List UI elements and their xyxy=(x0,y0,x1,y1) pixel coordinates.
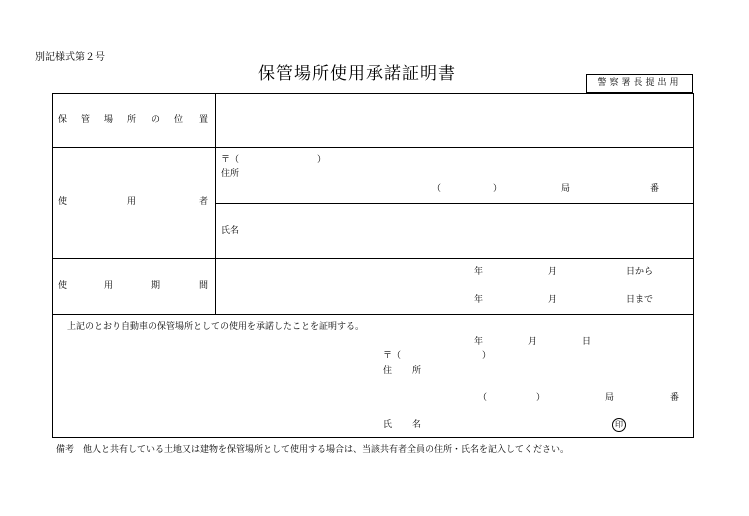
period-to-day: 日まで xyxy=(626,295,654,305)
label-char: 位 xyxy=(174,115,184,125)
label-char: 者 xyxy=(199,197,209,207)
submit-to-box: 警察署長提出用 xyxy=(586,74,693,93)
user-phone-exchange: 局 xyxy=(561,184,571,194)
user-phone-close: ） xyxy=(493,184,503,194)
cert-phone-close: ） xyxy=(536,393,546,403)
user-phone-open: （ xyxy=(432,184,442,194)
cert-postal-close: ） xyxy=(482,351,492,361)
cert-phone-exchange: 局 xyxy=(605,393,615,403)
user-address-label: 住所 xyxy=(221,169,240,179)
label-char: 期 xyxy=(151,281,161,291)
user-address-input[interactable] xyxy=(260,152,690,198)
period-from-year: 年 xyxy=(474,267,484,277)
user-postal-label: 〒（ xyxy=(221,155,240,165)
label-char: 用 xyxy=(127,197,137,207)
label-char: 置 xyxy=(199,115,209,125)
cert-month: 月 xyxy=(528,337,538,347)
form-number: 別記様式第２号 xyxy=(35,52,105,63)
period-to-year: 年 xyxy=(474,295,484,305)
user-phone-number: 番 xyxy=(650,184,660,194)
document-title: 保管場所使用承諾証明書 xyxy=(258,64,456,84)
label-char: 保 xyxy=(58,115,68,125)
certification-statement: 上記のとおり自動車の保管場所としての使用を承諾したことを証明する。 xyxy=(67,322,365,332)
user-postal-close: ） xyxy=(317,155,327,165)
cert-name-char: 名 xyxy=(412,420,422,430)
period-from-month: 月 xyxy=(548,267,558,277)
period-from-day: 日から xyxy=(626,267,654,277)
label-char: 間 xyxy=(199,281,209,291)
cert-year: 年 xyxy=(474,337,484,347)
label-char: 使 xyxy=(58,281,68,291)
cert-day: 日 xyxy=(582,337,592,347)
user-name-input[interactable] xyxy=(260,207,690,255)
remarks-note: 備考 他人と共有している土地又は建物を保管場所として使用する場合は、当該共有者全員の住所・氏名を記入してください。 xyxy=(56,445,570,455)
cert-postal-label: 〒（ xyxy=(383,351,402,361)
label-char: 使 xyxy=(58,197,68,207)
label-char: 用 xyxy=(104,281,114,291)
period-to-month: 月 xyxy=(548,295,558,305)
label-char: 管 xyxy=(81,115,91,125)
cert-address-char: 住 xyxy=(383,366,393,376)
label-char: の xyxy=(151,115,161,125)
cert-name-char: 氏 xyxy=(383,420,393,430)
cert-phone-open: （ xyxy=(478,393,488,403)
label-char: 場 xyxy=(104,115,114,125)
cert-address-char: 所 xyxy=(412,366,422,376)
seal-mark: 印 xyxy=(612,418,626,432)
label-char: 所 xyxy=(127,115,137,125)
cert-phone-number: 番 xyxy=(670,393,680,403)
user-name-label: 氏名 xyxy=(221,226,240,236)
location-input-area[interactable] xyxy=(216,94,692,146)
